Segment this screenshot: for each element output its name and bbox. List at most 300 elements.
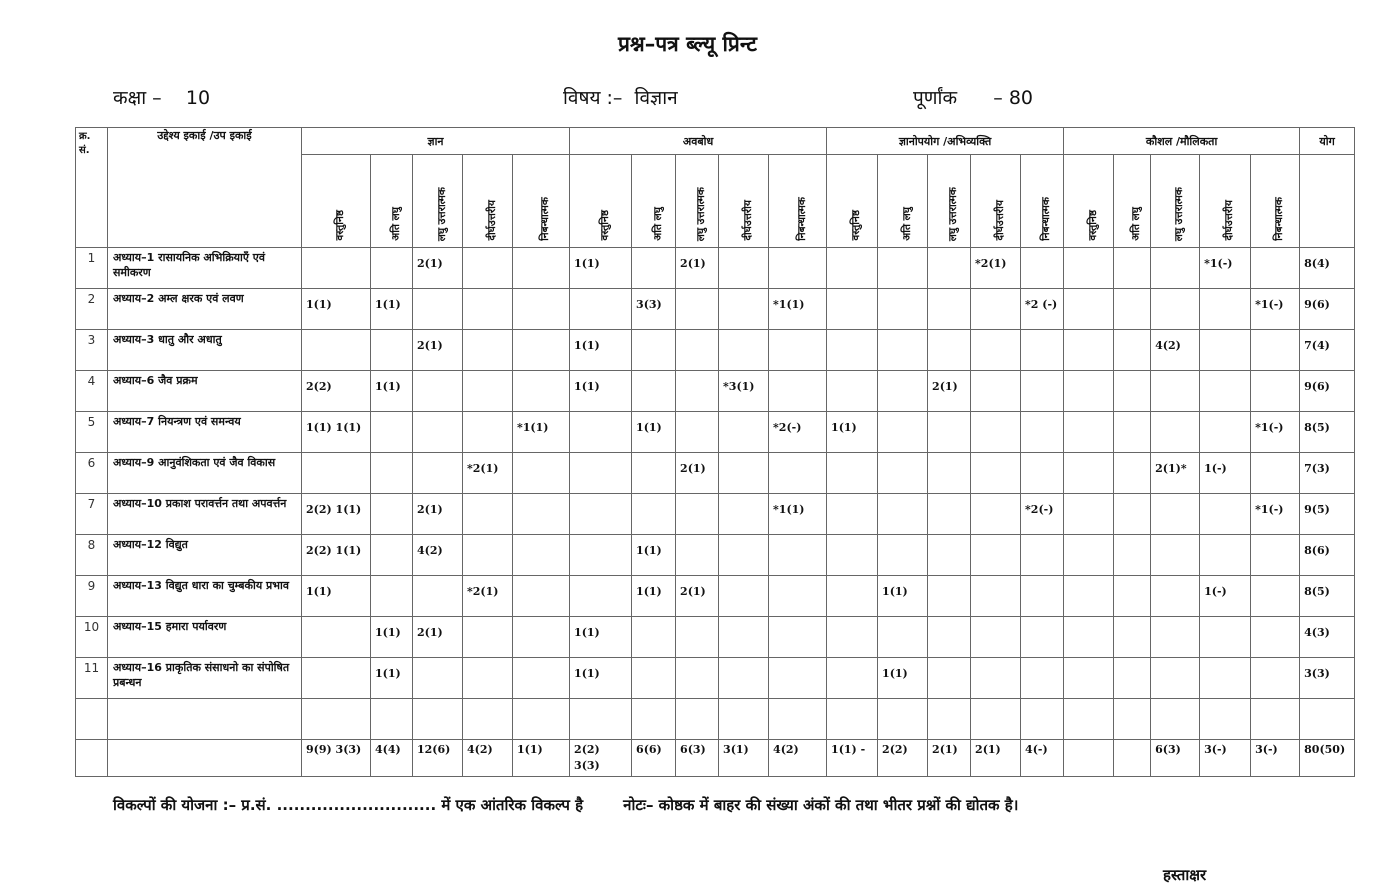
subcolumn-header bbox=[676, 155, 719, 248]
cell-value bbox=[632, 453, 676, 494]
cell-value bbox=[878, 412, 928, 453]
cell-value bbox=[413, 289, 463, 330]
cell-value bbox=[1064, 699, 1114, 740]
cell-value bbox=[570, 535, 632, 576]
cell-value bbox=[570, 494, 632, 535]
cell-value: 1(1) bbox=[632, 535, 676, 576]
cell-value: *3(1) bbox=[719, 371, 769, 412]
cell-value bbox=[769, 453, 827, 494]
subcolumn-header bbox=[1200, 155, 1251, 248]
cell-value bbox=[1151, 658, 1200, 699]
cell-value bbox=[1151, 617, 1200, 658]
cell-value bbox=[513, 658, 570, 699]
cell-value bbox=[719, 494, 769, 535]
cell-value bbox=[827, 617, 878, 658]
cell-value bbox=[371, 699, 413, 740]
cell-value bbox=[463, 248, 513, 289]
cell-value bbox=[719, 658, 769, 699]
cell-value bbox=[1151, 494, 1200, 535]
table-row bbox=[76, 617, 1355, 658]
column-total: 4(2) bbox=[463, 740, 513, 777]
row-total bbox=[1300, 699, 1355, 740]
cell-value bbox=[878, 453, 928, 494]
cell-value: 1(1) bbox=[570, 248, 632, 289]
cell-value: 2(1)* bbox=[1151, 453, 1200, 494]
cell-value bbox=[371, 494, 413, 535]
column-total: 3(1) bbox=[719, 740, 769, 777]
cell-value bbox=[827, 289, 878, 330]
cell-value bbox=[1021, 412, 1064, 453]
cell-value bbox=[971, 535, 1021, 576]
cell-value bbox=[1064, 617, 1114, 658]
cell-value bbox=[719, 453, 769, 494]
column-total: 4(-) bbox=[1021, 740, 1064, 777]
subject-value: विज्ञान bbox=[634, 87, 678, 109]
table-row bbox=[76, 371, 1355, 412]
cell-value bbox=[928, 289, 971, 330]
subcolumn-header bbox=[1021, 155, 1064, 248]
cell-value bbox=[463, 699, 513, 740]
class-value: 10 bbox=[185, 87, 211, 109]
cell-value bbox=[1114, 248, 1151, 289]
cell-value bbox=[1200, 535, 1251, 576]
cell-value bbox=[1200, 617, 1251, 658]
cell-value bbox=[1021, 617, 1064, 658]
unit-header: उद्देश्य इकाई /उप इकाई bbox=[108, 128, 302, 248]
cell-value bbox=[570, 576, 632, 617]
cell-value bbox=[463, 617, 513, 658]
totals-empty bbox=[76, 740, 108, 777]
subcolumn-header bbox=[1064, 155, 1114, 248]
table-row bbox=[76, 576, 1355, 617]
cell-value bbox=[1064, 535, 1114, 576]
cell-value bbox=[1151, 248, 1200, 289]
cell-value bbox=[570, 453, 632, 494]
marks-info bbox=[913, 84, 1033, 110]
subcolumn-header bbox=[1151, 155, 1200, 248]
cell-value bbox=[971, 658, 1021, 699]
serial-number: 7 bbox=[76, 494, 108, 535]
cell-value bbox=[463, 330, 513, 371]
cell-value bbox=[928, 412, 971, 453]
table-row bbox=[76, 658, 1355, 699]
cell-value bbox=[302, 658, 371, 699]
cell-value: 1(1) bbox=[632, 412, 676, 453]
unit-name: अध्याय–9 आनुवंशिकता एवं जैव विकास bbox=[108, 453, 302, 494]
cell-value bbox=[676, 658, 719, 699]
totals-row bbox=[76, 740, 1355, 777]
cell-value bbox=[632, 617, 676, 658]
class-label: कक्षा – bbox=[113, 87, 162, 109]
footer-line bbox=[113, 795, 1343, 815]
cell-value bbox=[570, 699, 632, 740]
cell-value bbox=[1114, 535, 1151, 576]
cell-value: 1(-) bbox=[1200, 453, 1251, 494]
cell-value bbox=[719, 617, 769, 658]
cell-value: 2(1) bbox=[413, 617, 463, 658]
cell-value bbox=[769, 248, 827, 289]
cell-value bbox=[463, 658, 513, 699]
subcolumn-label: निबन्धात्मक bbox=[795, 197, 808, 241]
cell-value bbox=[632, 330, 676, 371]
row-total: 3(3) bbox=[1300, 658, 1355, 699]
cell-value: 1(1) bbox=[302, 576, 371, 617]
subcolumn-header bbox=[463, 155, 513, 248]
cell-value bbox=[1021, 330, 1064, 371]
cell-value bbox=[463, 412, 513, 453]
cell-value: 1(1) bbox=[371, 617, 413, 658]
cell-value bbox=[513, 330, 570, 371]
cell-value bbox=[971, 412, 1021, 453]
subcolumn-label: दीर्घउत्तरीय bbox=[741, 200, 754, 241]
cell-value: 2(1) bbox=[928, 371, 971, 412]
cell-value bbox=[1251, 658, 1300, 699]
row-total: 7(3) bbox=[1300, 453, 1355, 494]
cell-value bbox=[1151, 412, 1200, 453]
cell-value bbox=[513, 371, 570, 412]
cell-value bbox=[1114, 330, 1151, 371]
cell-value bbox=[1064, 371, 1114, 412]
subcolumn-label: अति लघु bbox=[900, 207, 913, 241]
cell-value bbox=[1251, 699, 1300, 740]
cell-value bbox=[827, 494, 878, 535]
cell-value bbox=[769, 617, 827, 658]
cell-value: 1(1) bbox=[570, 658, 632, 699]
cell-value bbox=[719, 330, 769, 371]
subcolumn-header bbox=[302, 155, 371, 248]
subcolumn-header bbox=[1114, 155, 1151, 248]
cell-value bbox=[1064, 289, 1114, 330]
cell-value bbox=[1064, 330, 1114, 371]
cell-value: 2(1) bbox=[413, 330, 463, 371]
cell-value: *1(1) bbox=[769, 289, 827, 330]
cell-value bbox=[632, 494, 676, 535]
cell-value: 1(1) bbox=[371, 658, 413, 699]
cell-value bbox=[302, 330, 371, 371]
column-total: 6(6) bbox=[632, 740, 676, 777]
group-header: ज्ञान bbox=[302, 128, 570, 155]
cell-value: 1(1) bbox=[371, 289, 413, 330]
cell-value bbox=[1251, 371, 1300, 412]
cell-value bbox=[1064, 658, 1114, 699]
cell-value bbox=[1114, 494, 1151, 535]
cell-value bbox=[1251, 453, 1300, 494]
cell-value bbox=[1021, 248, 1064, 289]
cell-value bbox=[676, 412, 719, 453]
subcolumn-label: दीर्घउत्तरीय bbox=[993, 200, 1006, 241]
cell-value bbox=[676, 617, 719, 658]
row-total: 4(3) bbox=[1300, 617, 1355, 658]
cell-value bbox=[463, 535, 513, 576]
column-total: 3(-) bbox=[1251, 740, 1300, 777]
cell-value bbox=[463, 494, 513, 535]
unit-name: अध्याय–13 विद्युत धारा का चुम्बकीय प्रभाव bbox=[108, 576, 302, 617]
cell-value: *1(-) bbox=[1200, 248, 1251, 289]
cell-value bbox=[1021, 371, 1064, 412]
cell-value bbox=[878, 699, 928, 740]
subcolumn-header bbox=[827, 155, 878, 248]
subcolumn-label: लघु उत्तरात्मक bbox=[1173, 186, 1186, 241]
column-total: 6(3) bbox=[1151, 740, 1200, 777]
class-info bbox=[113, 84, 210, 110]
cell-value bbox=[928, 330, 971, 371]
column-total: 2(2) bbox=[878, 740, 928, 777]
cell-value bbox=[1114, 371, 1151, 412]
cell-value bbox=[769, 699, 827, 740]
cell-value bbox=[827, 330, 878, 371]
cell-value: 2(1) bbox=[676, 248, 719, 289]
cell-value bbox=[769, 658, 827, 699]
subcolumn-header bbox=[971, 155, 1021, 248]
column-total: 2(2) 3(3) bbox=[570, 740, 632, 777]
cell-value bbox=[413, 412, 463, 453]
cell-value bbox=[1021, 535, 1064, 576]
cell-value bbox=[1251, 576, 1300, 617]
cell-value bbox=[1151, 289, 1200, 330]
cell-value bbox=[1200, 699, 1251, 740]
cell-value: 2(2) 1(1) bbox=[302, 494, 371, 535]
cell-value bbox=[1114, 412, 1151, 453]
subcolumn-label: अति लघु bbox=[1130, 207, 1143, 241]
subcolumn-label: दीर्घउत्तरीय bbox=[485, 200, 498, 241]
cell-value bbox=[371, 330, 413, 371]
cell-value bbox=[371, 412, 413, 453]
cell-value bbox=[371, 576, 413, 617]
row-total: 9(6) bbox=[1300, 289, 1355, 330]
column-total bbox=[1114, 740, 1151, 777]
unit-name: अध्याय–1 रासायनिक अभिक्रियाएँ एवं समीकरण bbox=[108, 248, 302, 289]
serial-number: 3 bbox=[76, 330, 108, 371]
cell-value bbox=[719, 576, 769, 617]
cell-value: 2(2) 1(1) bbox=[302, 535, 371, 576]
cell-value: *2(1) bbox=[463, 453, 513, 494]
marks-value: – 80 bbox=[993, 87, 1034, 109]
cell-value: *1(-) bbox=[1251, 494, 1300, 535]
serial-number: 10 bbox=[76, 617, 108, 658]
cell-value bbox=[676, 494, 719, 535]
cell-value: 2(1) bbox=[676, 576, 719, 617]
group-header: ज्ञानोपयोग /अभिव्यक्ति bbox=[827, 128, 1064, 155]
options-scheme: विकल्पों की योजना :– प्र.सं. ............................ में एक आंतरिक विकल्प है bbox=[113, 796, 584, 814]
cell-value bbox=[1021, 453, 1064, 494]
cell-value bbox=[1151, 535, 1200, 576]
cell-value bbox=[676, 330, 719, 371]
cell-value bbox=[928, 617, 971, 658]
cell-value: *2 (-) bbox=[1021, 289, 1064, 330]
cell-value bbox=[1064, 576, 1114, 617]
serial-number: 6 bbox=[76, 453, 108, 494]
row-total: 9(6) bbox=[1300, 371, 1355, 412]
serial-number: 4 bbox=[76, 371, 108, 412]
group-header: कौशल /मौलिकता bbox=[1064, 128, 1300, 155]
cell-value: *1(-) bbox=[1251, 289, 1300, 330]
subject-info bbox=[563, 84, 678, 110]
subcolumn-label: दीर्घउत्तरीय bbox=[1223, 200, 1236, 241]
subject-label: विषय :– bbox=[563, 87, 623, 109]
subcolumn-label: निबन्धात्मक bbox=[1040, 197, 1053, 241]
column-total bbox=[1064, 740, 1114, 777]
cell-value: 1(1) bbox=[878, 576, 928, 617]
cell-value bbox=[769, 330, 827, 371]
row-total: 8(5) bbox=[1300, 412, 1355, 453]
cell-value bbox=[302, 248, 371, 289]
cell-value bbox=[413, 576, 463, 617]
cell-value: 1(1) bbox=[878, 658, 928, 699]
cell-value bbox=[1251, 617, 1300, 658]
cell-value: 2(1) bbox=[413, 248, 463, 289]
cell-value bbox=[570, 412, 632, 453]
cell-value bbox=[827, 248, 878, 289]
cell-value: 2(1) bbox=[676, 453, 719, 494]
subcolumn-header bbox=[878, 155, 928, 248]
cell-value bbox=[1114, 576, 1151, 617]
subcolumn-header bbox=[1251, 155, 1300, 248]
cell-value bbox=[463, 371, 513, 412]
cell-value bbox=[878, 494, 928, 535]
document-body bbox=[75, 127, 1355, 885]
cell-value bbox=[827, 699, 878, 740]
cell-value bbox=[513, 248, 570, 289]
cell-value bbox=[302, 699, 371, 740]
cell-value: *2(-) bbox=[769, 412, 827, 453]
cell-value: 1(1) bbox=[371, 371, 413, 412]
cell-value bbox=[1200, 330, 1251, 371]
column-total: 4(2) bbox=[769, 740, 827, 777]
cell-value bbox=[513, 494, 570, 535]
table-row bbox=[76, 330, 1355, 371]
unit-name: अध्याय–2 अम्ल क्षरक एवं लवण bbox=[108, 289, 302, 330]
subcolumn-label: अति लघु bbox=[389, 207, 402, 241]
cell-value bbox=[1064, 412, 1114, 453]
totals-empty bbox=[108, 740, 302, 777]
cell-value: 3(3) bbox=[632, 289, 676, 330]
table-row bbox=[76, 289, 1355, 330]
cell-value bbox=[878, 371, 928, 412]
table-row bbox=[76, 412, 1355, 453]
cell-value bbox=[928, 576, 971, 617]
cell-value: 1(1) bbox=[570, 371, 632, 412]
cell-value: *1(-) bbox=[1251, 412, 1300, 453]
cell-value: *1(1) bbox=[769, 494, 827, 535]
row-total: 8(5) bbox=[1300, 576, 1355, 617]
total-header: योग bbox=[1300, 128, 1355, 155]
signature: हस्ताक्षर bbox=[1163, 866, 1207, 884]
cell-value: 2(1) bbox=[413, 494, 463, 535]
cell-value bbox=[928, 535, 971, 576]
cell-value: *2(1) bbox=[971, 248, 1021, 289]
cell-value bbox=[719, 289, 769, 330]
column-total: 12(6) bbox=[413, 740, 463, 777]
cell-value bbox=[878, 248, 928, 289]
cell-value bbox=[928, 248, 971, 289]
cell-value bbox=[302, 617, 371, 658]
cell-value bbox=[1151, 699, 1200, 740]
cell-value bbox=[1151, 576, 1200, 617]
cell-value bbox=[928, 453, 971, 494]
cell-value bbox=[1114, 289, 1151, 330]
serial-number: 2 bbox=[76, 289, 108, 330]
group-header: अवबोध bbox=[570, 128, 827, 155]
cell-value bbox=[1200, 658, 1251, 699]
serial-number: 9 bbox=[76, 576, 108, 617]
serial-number: 8 bbox=[76, 535, 108, 576]
cell-value bbox=[513, 535, 570, 576]
cell-value bbox=[632, 371, 676, 412]
cell-value: *1(1) bbox=[513, 412, 570, 453]
cell-value bbox=[676, 371, 719, 412]
cell-value: *2(-) bbox=[1021, 494, 1064, 535]
cell-value bbox=[413, 371, 463, 412]
subcolumn-label: लघु उत्तरात्मक bbox=[947, 186, 960, 241]
cell-value bbox=[1251, 330, 1300, 371]
cell-value bbox=[413, 699, 463, 740]
unit-name: अध्याय–15 हमारा पर्यावरण bbox=[108, 617, 302, 658]
cell-value bbox=[463, 289, 513, 330]
cell-value bbox=[827, 658, 878, 699]
cell-value bbox=[878, 535, 928, 576]
cell-value bbox=[971, 699, 1021, 740]
row-total: 8(6) bbox=[1300, 535, 1355, 576]
cell-value bbox=[513, 699, 570, 740]
cell-value bbox=[1114, 617, 1151, 658]
column-total: 3(-) bbox=[1200, 740, 1251, 777]
cell-value bbox=[1064, 453, 1114, 494]
subcolumn-header bbox=[632, 155, 676, 248]
table-row bbox=[76, 535, 1355, 576]
table-row bbox=[76, 699, 1355, 740]
row-total: 9(5) bbox=[1300, 494, 1355, 535]
subcolumn-label: लघु उत्तरात्मक bbox=[435, 186, 448, 241]
unit-name: अध्याय–10 प्रकाश परावर्त्तन तथा अपवर्त्तन bbox=[108, 494, 302, 535]
cell-value bbox=[413, 658, 463, 699]
cell-value bbox=[971, 371, 1021, 412]
cell-value: 4(2) bbox=[1151, 330, 1200, 371]
column-total: 4(4) bbox=[371, 740, 413, 777]
cell-value: 2(2) bbox=[302, 371, 371, 412]
unit-name: अध्याय–16 प्राकृतिक संसाधनो का संपोषित प्रबन्धन bbox=[108, 658, 302, 699]
total-subheader bbox=[1300, 155, 1355, 248]
cell-value bbox=[1200, 412, 1251, 453]
cell-value: 1(1) 1(1) bbox=[302, 412, 371, 453]
cell-value bbox=[827, 576, 878, 617]
cell-value bbox=[719, 535, 769, 576]
cell-value: 4(2) bbox=[413, 535, 463, 576]
cell-value bbox=[1064, 494, 1114, 535]
grand-total: 80(50) bbox=[1300, 740, 1355, 777]
subcolumn-header bbox=[769, 155, 827, 248]
unit-name bbox=[108, 699, 302, 740]
table-row bbox=[76, 453, 1355, 494]
cell-value: 1(1) bbox=[632, 576, 676, 617]
cell-value: 1(1) bbox=[570, 330, 632, 371]
subcolumn-header bbox=[570, 155, 632, 248]
column-total: 6(3) bbox=[676, 740, 719, 777]
cell-value: 1(1) bbox=[570, 617, 632, 658]
cell-value bbox=[1114, 658, 1151, 699]
subcolumn-label: वस्तुनिष्ठ bbox=[334, 210, 346, 241]
cell-value bbox=[1064, 248, 1114, 289]
cell-value bbox=[1114, 699, 1151, 740]
cell-value bbox=[971, 617, 1021, 658]
cell-value bbox=[1200, 289, 1251, 330]
cell-value bbox=[769, 371, 827, 412]
cell-value: *2(1) bbox=[463, 576, 513, 617]
cell-value bbox=[719, 412, 769, 453]
cell-value bbox=[971, 330, 1021, 371]
cell-value bbox=[928, 494, 971, 535]
cell-value bbox=[1151, 371, 1200, 412]
cell-value bbox=[1251, 535, 1300, 576]
